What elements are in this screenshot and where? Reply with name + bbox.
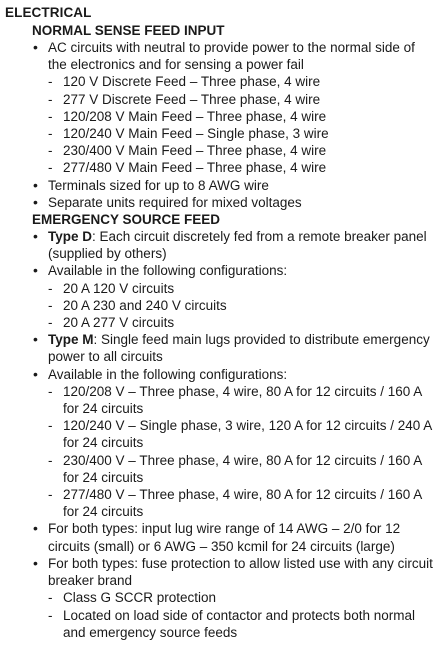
type-d-bullet <box>5 228 436 262</box>
type-m-config-item: - 230/400 V – Three phase, 4 wire, 80 A for 12 circuits / 160 A for 24 circuits <box>5 452 436 486</box>
normal-bullet-ac-circuits: • AC circuits with neutral to provide power to the normal side of the electronics and for sensing a power fail <box>5 39 436 73</box>
feed-item: - 120/240 V Main Feed – Single phase, 3 wire <box>5 125 436 142</box>
type-d-text: : Each circuit discretely fed from a remote breaker panel (supplied by others) <box>48 229 427 262</box>
type-m-label: Type M <box>48 332 94 348</box>
emergency-source-list <box>5 228 436 641</box>
normal-sense-list <box>5 39 436 211</box>
type-d-available: • Available in the following configurations: <box>5 262 436 279</box>
feed-item: - 120 V Discrete Feed – Three phase, 4 wire <box>5 73 436 90</box>
both-types-lug-range: • For both types: input lug wire range of 14 AWG – 2/0 for 12 circuits (small) or 6 AWG – 350 kcmil for 24 circuits (large) <box>5 520 436 554</box>
section-title: ELECTRICAL <box>5 5 92 20</box>
feed-item: - 120/208 V Main Feed – Three phase, 4 wire <box>5 108 436 125</box>
type-m-available: • Available in the following configurations: <box>5 366 436 383</box>
type-m-text: : Single feed main lugs provided to distribute emergency power to all circuits <box>48 332 430 365</box>
fuse-item: - Class G SCCR protection <box>5 589 436 606</box>
both-types-fuse-protection: • For both types: fuse protection to allow listed use with any circuit breaker brand <box>5 555 436 589</box>
type-m-bullet <box>5 331 436 365</box>
emergency-source-heading: EMERGENCY SOURCE FEED <box>32 212 221 228</box>
feed-item: - 230/400 V Main Feed – Three phase, 4 wire <box>5 142 436 159</box>
feed-item: - 277/480 V Main Feed – Three phase, 4 wire <box>5 159 436 176</box>
type-m-config-item: - 120/208 V – Three phase, 4 wire, 80 A for 12 circuits / 160 A for 24 circuits <box>5 383 436 417</box>
normal-bullet-terminals: • Terminals sized for up to 8 AWG wire <box>5 177 436 194</box>
normal-bullet-separate-units: • Separate units required for mixed voltages <box>5 194 436 211</box>
type-d-label: Type D <box>48 229 93 245</box>
fuse-item: - Located on load side of contactor and protects both normal and emergency source feeds <box>5 607 436 641</box>
type-m-config-item: - 120/240 V – Single phase, 3 wire, 120 A for 12 circuits / 240 A for 24 circuits <box>5 417 436 451</box>
type-d-config-item: - 20 A 277 V circuits <box>5 314 436 331</box>
type-d-config-item: - 20 A 120 V circuits <box>5 280 436 297</box>
type-d-config-item: - 20 A 230 and 240 V circuits <box>5 297 436 314</box>
type-m-config-item: - 277/480 V – Three phase, 4 wire, 80 A for 12 circuits / 160 A for 24 circuits <box>5 486 436 520</box>
normal-sense-heading: NORMAL SENSE FEED INPUT <box>32 23 225 38</box>
feed-item: - 277 V Discrete Feed – Three phase, 4 wire <box>5 91 436 108</box>
